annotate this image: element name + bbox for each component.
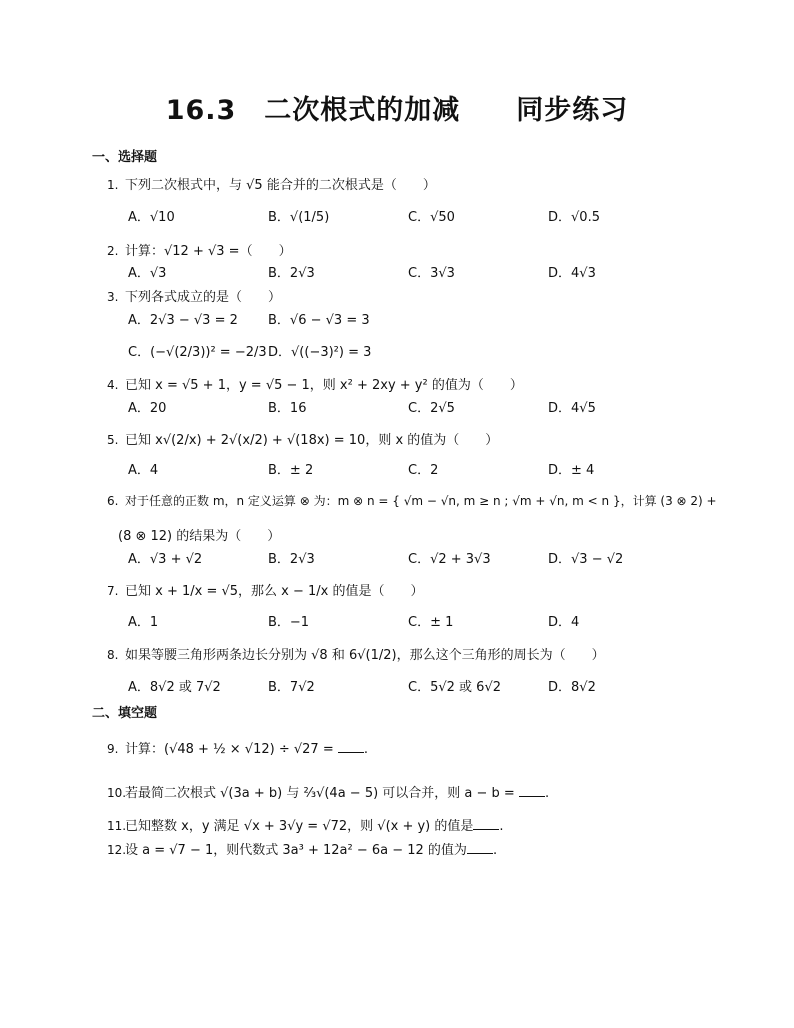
question-stem: 计算：√12 + √3 =（ ） bbox=[125, 244, 292, 259]
option-d: D．√0.5 bbox=[548, 210, 600, 225]
question-number: 5. bbox=[107, 433, 119, 447]
option-c: C．√50 bbox=[408, 210, 455, 225]
question-4 bbox=[107, 374, 523, 393]
question-number: 10. bbox=[107, 786, 127, 800]
question-end: . bbox=[544, 786, 550, 801]
question-6-continued: (8 ⊗ 12) 的结果为（ ） bbox=[118, 529, 281, 544]
question-number: 11. bbox=[107, 819, 127, 833]
fill-question-12 bbox=[107, 839, 497, 858]
option-b: B．± 2 bbox=[268, 463, 314, 478]
option-d: D．4√5 bbox=[548, 401, 596, 416]
question-stem: 已知整数 x，y 满足 √x + 3√y = √72，则 √(x + y) 的值是 bbox=[125, 819, 474, 834]
section-heading-fill: 二、填空题 bbox=[92, 706, 158, 721]
question-number: 12. bbox=[107, 843, 127, 857]
fill-question-9 bbox=[107, 738, 368, 757]
option-a: A．4 bbox=[128, 463, 159, 478]
question-stem: 计算：(√48 + ½ × √12) ÷ √27 = bbox=[125, 742, 334, 757]
option-b: B．7√2 bbox=[268, 680, 315, 695]
question-stem: 下列二次根式中，与 √5 能合并的二次根式是（ ） bbox=[125, 178, 436, 193]
question-stem: 设 a = √7 − 1，则代数式 3a³ + 12a² − 6a − 12 的值为 bbox=[125, 843, 467, 858]
option-a: A．√3 bbox=[128, 266, 167, 281]
option-c: C．3√3 bbox=[408, 266, 455, 281]
option-b: B．−1 bbox=[268, 615, 310, 630]
question-stem: 下列各式成立的是（ ） bbox=[125, 290, 282, 305]
option-d: D．4 bbox=[548, 615, 580, 630]
option-b: B．√(1/5) bbox=[268, 210, 330, 225]
option-b: B．16 bbox=[268, 401, 307, 416]
question-2 bbox=[107, 240, 292, 259]
option-b: B．2√3 bbox=[268, 266, 315, 281]
answer-blank[interactable] bbox=[519, 784, 545, 797]
option-a: A．√3 + √2 bbox=[128, 552, 203, 567]
fill-question-11 bbox=[107, 815, 504, 834]
question-8 bbox=[107, 644, 605, 663]
answer-blank[interactable] bbox=[338, 740, 364, 753]
question-stem: 如果等腰三角形两条边长分别为 √8 和 6√(1/2)，那么这个三角形的周长为（ ） bbox=[125, 648, 605, 663]
question-number: 8. bbox=[107, 648, 119, 662]
option-a: A．8√2 或 7√2 bbox=[128, 680, 221, 695]
option-c: C．5√2 或 6√2 bbox=[408, 680, 501, 695]
question-end: . bbox=[363, 742, 368, 757]
question-1 bbox=[107, 174, 436, 193]
question-end: . bbox=[499, 819, 504, 834]
question-end: . bbox=[492, 843, 498, 858]
option-c: C．2√5 bbox=[408, 401, 455, 416]
option-d: D．8√2 bbox=[548, 680, 596, 695]
option-c: C．√2 + 3√3 bbox=[408, 552, 491, 567]
question-5 bbox=[107, 429, 498, 448]
question-number: 2. bbox=[107, 244, 119, 258]
question-3 bbox=[107, 286, 281, 305]
option-b: B．√6 − √3 = 3 bbox=[268, 313, 370, 328]
question-number: 3. bbox=[107, 290, 119, 304]
question-stem: 已知 x + 1/x = √5，那么 x − 1/x 的值是（ ） bbox=[125, 584, 424, 599]
question-6 bbox=[107, 492, 717, 509]
option-c: C．± 1 bbox=[408, 615, 454, 630]
option-d: D．4√3 bbox=[548, 266, 596, 281]
section-heading-choice: 一、选择题 bbox=[92, 150, 158, 165]
option-a: A．2√3 − √3 = 2 bbox=[128, 313, 238, 328]
option-c: C．(−√(2/3))² = −2/3 bbox=[128, 345, 267, 360]
option-c: C．2 bbox=[408, 463, 439, 478]
option-d: D．√((−3)²) = 3 bbox=[268, 345, 372, 360]
question-stem: 已知 x = √5 + 1，y = √5 − 1，则 x² + 2xy + y² 的值为（ ） bbox=[125, 378, 523, 393]
question-number: 9. bbox=[107, 742, 119, 756]
question-number: 1. bbox=[107, 178, 119, 192]
question-7 bbox=[107, 580, 424, 599]
question-number: 4. bbox=[107, 378, 119, 392]
question-stem: 对于任意的正数 m，n 定义运算 ⊗ 为：m ⊗ n = { √m − √n, m ≥ n ; √m + √n, m < n }，计算 (3 ⊗ 2) + bbox=[125, 494, 717, 508]
question-stem: 若最简二次根式 √(3a + b) 与 ⅔√(4a − 5) 可以合并，则 a − b = bbox=[125, 786, 515, 801]
question-stem: 已知 x√(2/x) + 2√(x/2) + √(18x) = 10，则 x 的值为（ ） bbox=[125, 433, 499, 448]
question-number: 6. bbox=[107, 494, 119, 508]
option-d: D．√3 − √2 bbox=[548, 552, 624, 567]
option-d: D．± 4 bbox=[548, 463, 595, 478]
question-number: 7. bbox=[107, 584, 119, 598]
option-a: A．1 bbox=[128, 615, 159, 630]
option-a: A．√10 bbox=[128, 210, 175, 225]
answer-blank[interactable] bbox=[467, 841, 493, 854]
page-title: 16.3 二次根式的加减 同步练习 bbox=[165, 95, 629, 126]
option-b: B．2√3 bbox=[268, 552, 315, 567]
answer-blank[interactable] bbox=[473, 817, 499, 830]
fill-question-10 bbox=[107, 782, 549, 801]
option-a: A．20 bbox=[128, 401, 167, 416]
